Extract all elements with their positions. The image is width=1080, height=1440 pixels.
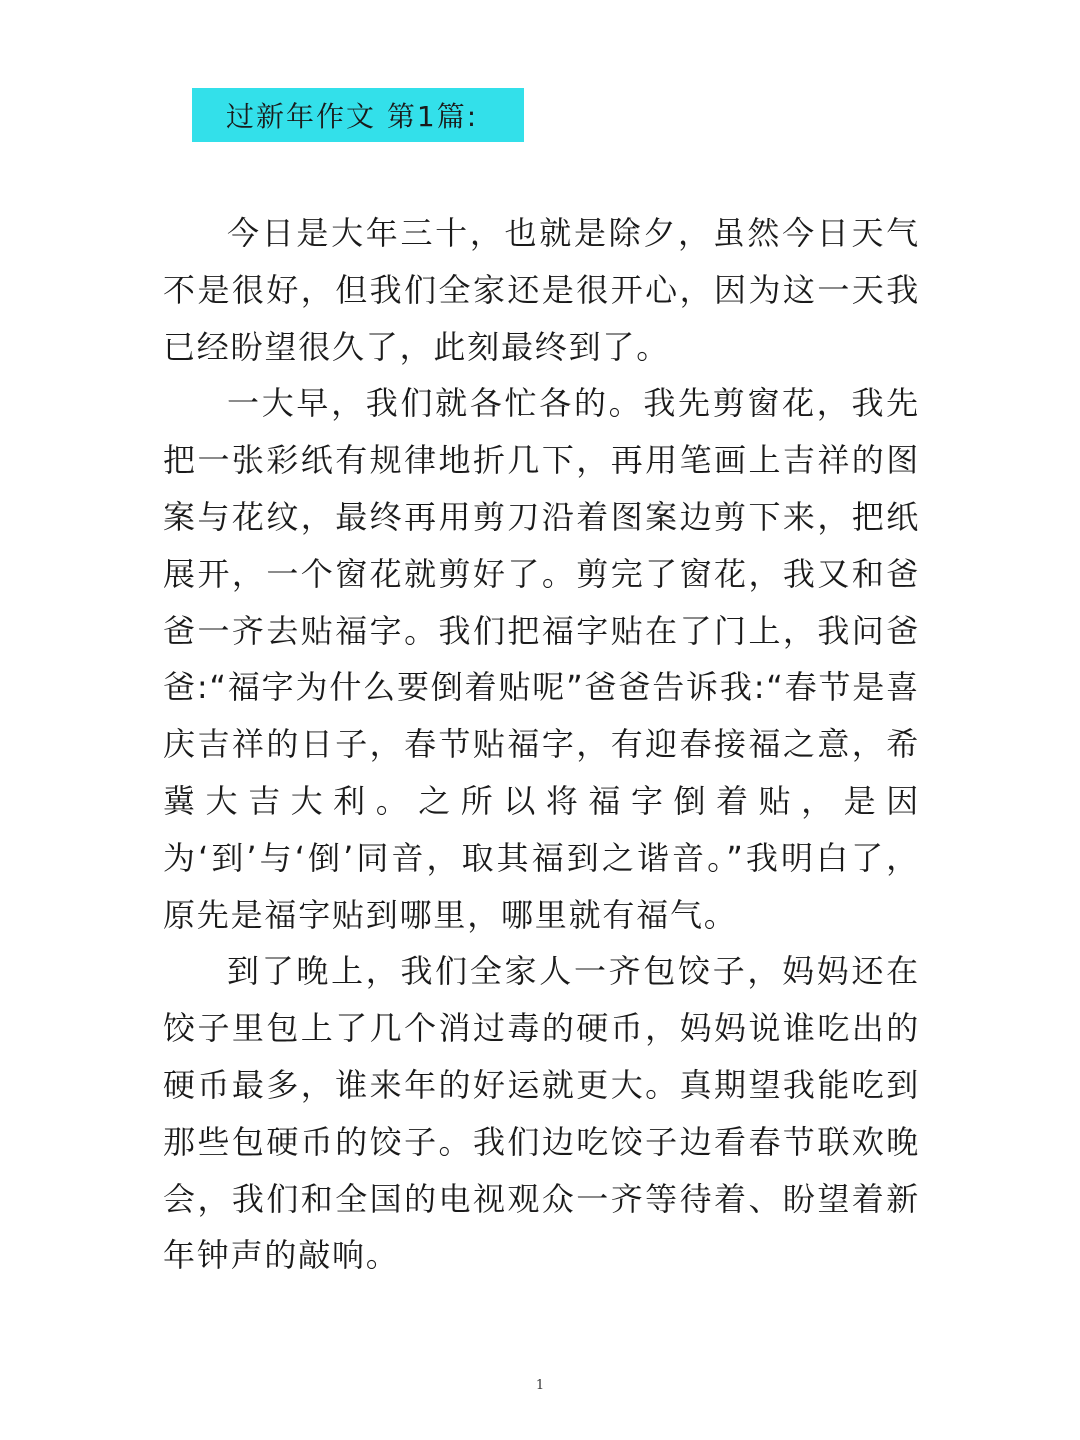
paragraph-1: 今日是大年三十，也就是除夕，虽然今日天气不是很好，但我们全家还是很开心，因为这一天我已经盼望很久了，此刻最终到了。 bbox=[163, 214, 920, 366]
page-number: 1 bbox=[535, 1378, 545, 1393]
paragraph-2: 一大早，我们就各忙各的。我先剪窗花，我先把一张彩纸有规律地折几下，再用笔画上吉祥的图案与花纹，最终再用剪刀沿着图案边剪下来，把纸展开，一个窗花就剪好了。剪完了窗花，我又和爸爸一齐去贴福字。我们把福字贴在了门上，我问爸爸:“福字为什么要倒着贴呢”爸爸告诉我:“春节是喜庆吉祥的日子，春节贴福字，有迎春接福之意，希冀大吉大利。之所以将福字倒着贴，是因为‘到’与‘倒’同音，取其福到之谐音。”我明白了，原先是福字贴到哪里，哪里就有福气。 bbox=[163, 384, 920, 934]
title-banner bbox=[192, 88, 524, 142]
essay-body bbox=[163, 205, 920, 1284]
essay-title: 过新年作文 第1篇: bbox=[226, 100, 479, 133]
paragraph-3: 到了晚上，我们全家人一齐包饺子，妈妈还在饺子里包上了几个消过毒的硬币，妈妈说谁吃出的硬币最多，谁来年的好运就更大。真期望我能吃到那些包硬币的饺子。我们边吃饺子边看春节联欢晚会，我们和全国的电视观众一齐等待着、盼望着新年钟声的敲响。 bbox=[163, 952, 920, 1275]
